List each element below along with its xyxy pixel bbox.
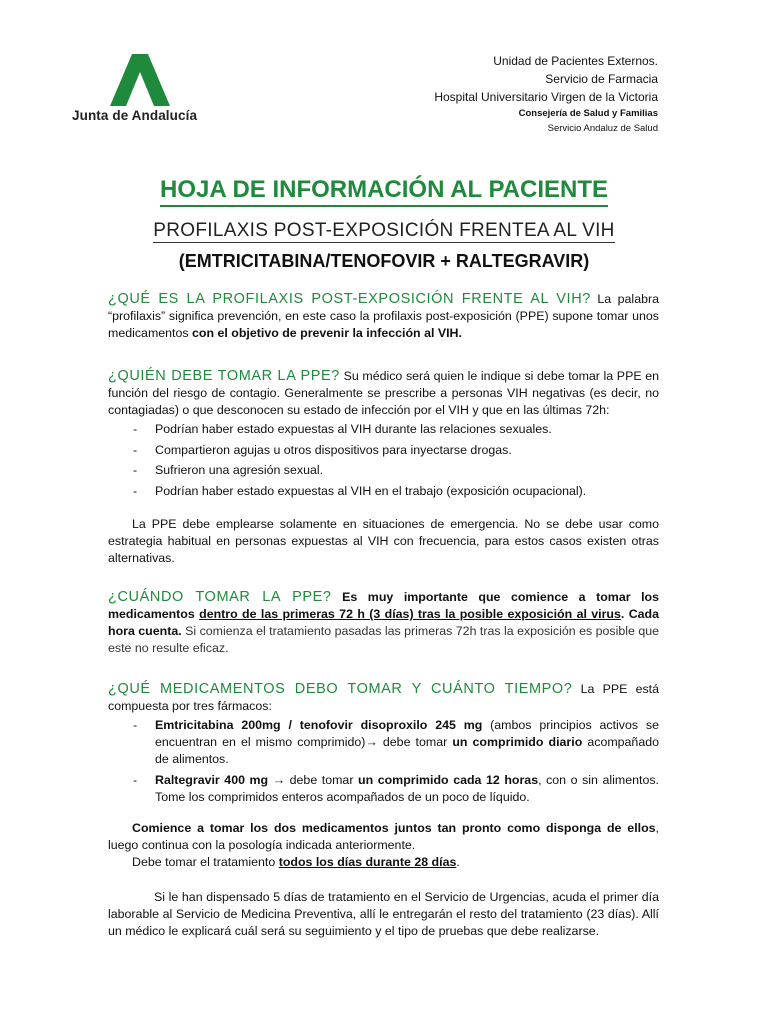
section-when-to-take	[108, 589, 659, 657]
inst-line: Hospital Universitario Virgen de la Victoria	[434, 90, 658, 104]
section-text-bold: Es muy importante que comience a tomar los medicamentos	[108, 590, 659, 621]
logo-a-icon	[108, 52, 172, 108]
section-paragraph: Si le han dispensado 5 días de tratamiento en el Servicio de Urgencias, acuda el primer día laborable al Servicio de Medicina Preventiva, allí le entregarán el resto del tratamiento (23 días). Allí un médico le explicará cuál será su seguimiento y el tipo de pruebas que debe realizarse.	[108, 889, 659, 938]
inst-line: Servicio Andaluz de Salud	[547, 123, 658, 134]
section-text: La PPE está compuesta por tres fármacos:	[108, 682, 660, 713]
section-text: La palabra “profilaxis” significa prevención, en este caso la profilaxis post-exposición (PPE) supone tomar unos medicamentos	[108, 292, 659, 340]
list-item: - Emtricitabina 200mg / tenofovir disoproxilo 245 mg (ambos principios activos se encuentran en el mismo comprimido)→ debe tomar un comprimido diario acompañado de alimentos.	[108, 717, 659, 768]
section-question: ¿QUÉ MEDICAMENTOS DEBO TOMAR Y CUÁNTO TIEMPO?	[108, 681, 573, 697]
section-text: Su médico será quien le indique si debe tomar la PPE en función del riesgo de contagio. Generalmente se prescribe a personas VIH negativas (es decir, no contagiadas) o que desconocen su estado de infección por el VIH y que en las últimas 72h:	[108, 369, 659, 417]
section-question: ¿QUIÉN DEBE TOMAR LA PPE?	[108, 368, 340, 384]
inst-line: Consejería de Salud y Familias	[518, 108, 658, 119]
section-what-is-ppe	[108, 291, 659, 342]
institution-block	[434, 52, 658, 136]
section-text-bold: con el objetivo de prevenir la infección al VIH.	[192, 326, 462, 340]
list-item: - Podrían haber estado expuestas al VIH durante las relaciones sexuales.	[108, 421, 659, 438]
logo-text: Junta de Andalucía	[72, 108, 198, 123]
page-subtitle: PROFILAXIS POST-EXPOSICIÓN FRENTEA AL VIH	[153, 220, 615, 241]
section-text-underline: dentro de las primeras 72 h (3 días) tras la posible exposición al virus	[199, 607, 621, 621]
risk-list	[108, 421, 659, 500]
medication-list	[108, 717, 659, 806]
section-who-should-take	[108, 368, 659, 567]
list-item: - Podrían haber estado expuestas al VIH en el trabajo (exposición ocupacional).	[108, 483, 659, 500]
drug-subtitle: (EMTRICITABINA/TENOFOVIR + RALTEGRAVIR)	[178, 251, 590, 271]
section-text-bold: . Cada hora cuenta.	[108, 607, 659, 638]
junta-andalucia-logo	[72, 50, 212, 130]
list-item: - Compartieron agujas u otros dispositivos para inyectarse drogas.	[108, 442, 659, 459]
inst-line: Servicio de Farmacia	[545, 72, 658, 86]
section-medications	[108, 681, 659, 940]
page-title: HOJA DE INFORMACIÓN AL PACIENTE	[0, 176, 768, 204]
section-paragraph: La PPE debe emplearse solamente en situaciones de emergencia. No se debe usar como estrategia habitual en personas expuestas al VIH con frecuencia, para estos casos existen otras alternativas.	[108, 516, 659, 565]
section-paragraph: Debe tomar el tratamiento todos los días durante 28 días.	[132, 854, 460, 869]
section-text: Si comienza el tratamiento pasadas las primeras 72h tras la exposición es posible que este no resulte eficaz.	[108, 624, 659, 655]
section-question: ¿QUÉ ES LA PROFILAXIS POST-EXPOSICIÓN FRENTE AL VIH?	[108, 291, 591, 307]
section-paragraph: Comience a tomar los dos medicamentos juntos tan pronto como disponga de ellos, luego continua con la posología indicada anteriormente.	[108, 820, 659, 852]
section-question: ¿CUÁNDO TOMAR LA PPE?	[108, 589, 332, 605]
list-item: - Sufrieron una agresión sexual.	[108, 462, 659, 479]
list-item: - Raltegravir 400 mg → debe tomar un comprimido cada 12 horas, con o sin alimentos. Tome los comprimidos enteros acompañados de un poco de líquido.	[108, 772, 659, 806]
inst-line: Unidad de Pacientes Externos.	[493, 54, 658, 68]
